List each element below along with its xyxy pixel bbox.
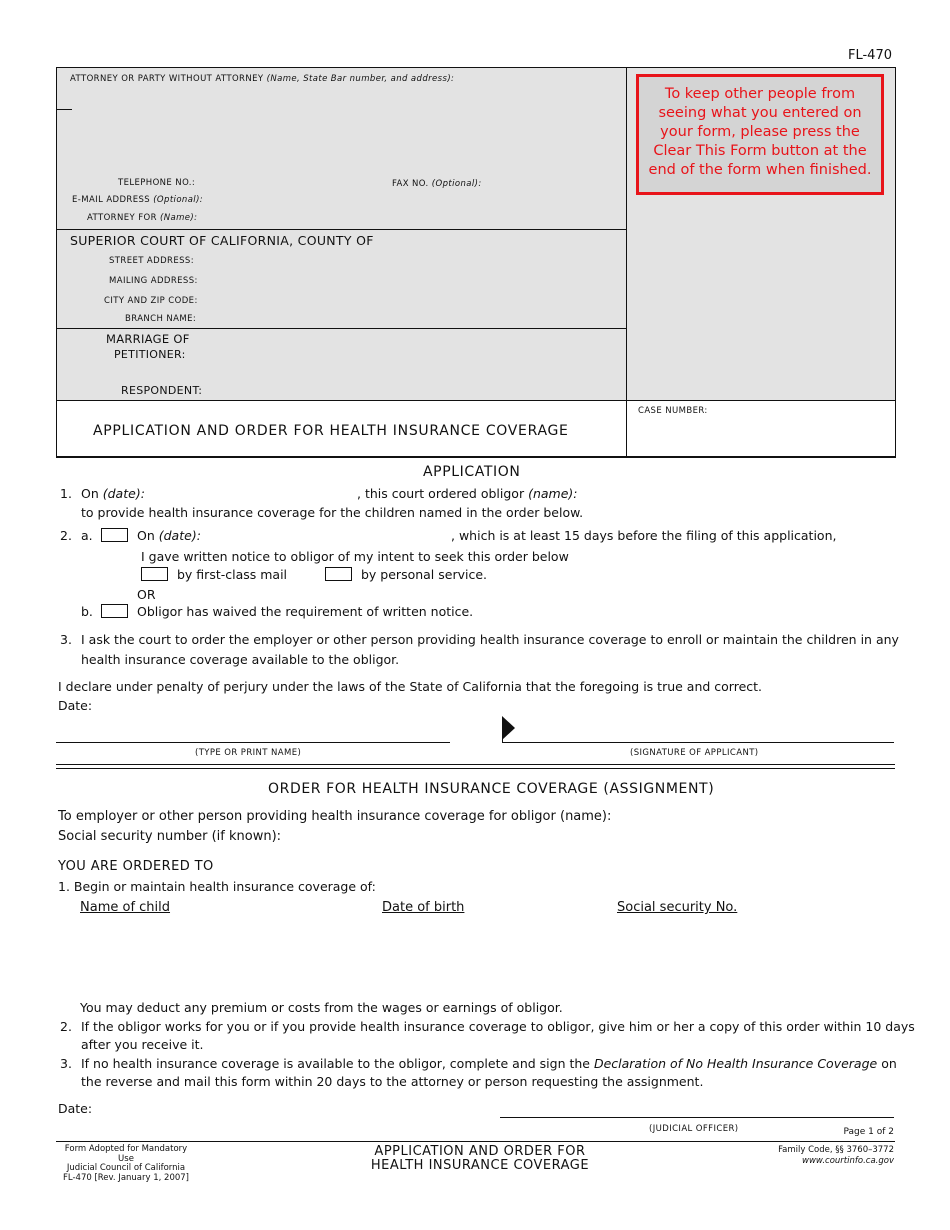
app-item2b-letter: b. [81,604,93,619]
branch-label: BRANCH NAME: [125,314,197,324]
order-item3-num: 3. [60,1056,72,1071]
petitioner-label: PETITIONER: [114,348,186,361]
mailing-input[interactable] [200,274,620,288]
footer-rule [56,1141,895,1142]
notice-date-input[interactable] [205,526,450,542]
form-id: FL-470 [848,48,892,63]
obligor-name-input[interactable] [576,484,888,500]
column-name-of-child: Name of child [80,900,171,915]
app-item2a-tail: , which is at least 15 days before the filing of this application, [451,528,837,543]
footer-title [330,1145,630,1173]
judicial-line [500,1117,894,1118]
or-label: OR [137,587,156,602]
application-heading: APPLICATION [423,464,521,480]
court-title: SUPERIOR COURT OF CALIFORNIA, COUNTY OF [70,233,374,248]
footer-adopted-block [56,1145,196,1183]
app-item3-line2: health insurance coverage available to the obligor. [81,652,400,667]
street-input[interactable] [200,254,620,268]
section-rule-bottom [56,768,895,769]
street-label: STREET ADDRESS: [109,256,194,266]
footer-website[interactable]: www.courtinfo.ca.gov [802,1156,894,1166]
personal-service-label: by personal service. [361,567,488,582]
app-item2b-text: Obligor has waived the requirement of written notice. [137,604,474,619]
app-item2a-letter: a. [81,528,93,543]
attorney-for-input[interactable] [200,211,620,225]
signature-arrow-icon [502,716,516,740]
order-item3-line2: the reverse and mail this form within 20 days to the attorney or person requesting the assignment. [81,1074,704,1089]
order-item2-num: 2. [60,1019,72,1034]
item2a-checkbox[interactable] [101,528,128,542]
city-label: CITY AND ZIP CODE: [104,296,198,306]
employer-line: To employer or other person providing health insurance coverage for obligor (name): [58,809,612,824]
first-class-mail-checkbox[interactable] [141,567,168,581]
judicial-label: (JUDICIAL OFFICER) [649,1124,739,1134]
app-date-input[interactable] [96,696,346,712]
app-item1-num: 1. [60,486,72,501]
type-name-input[interactable] [58,722,448,742]
attorney-input[interactable] [72,86,612,174]
rule-parties-title [56,400,896,401]
petitioner-input[interactable] [200,345,620,361]
app-item2a-on: On (date): [137,528,201,543]
children-names-input[interactable] [80,920,370,996]
order-item3-line1: If no health insurance coverage is available to the obligor, complete and sign the Declaration of No Health Insurance Coverage on [81,1056,897,1071]
privacy-notice-text: To keep other people from seeing what you entered on your form, please press the Clear This Form button at the end of the form when finished. [648,86,872,178]
mailing-label: MAILING ADDRESS: [109,276,198,286]
attorney-for-label: ATTORNEY FOR (Name): [87,213,198,223]
deduct-text: You may deduct any premium or costs from the wages or earnings of obligor. [80,1000,563,1015]
order-date-field[interactable] [96,1099,346,1115]
footer-code: Family Code, §§ 3760–3772 [778,1145,894,1155]
ssn-input[interactable] [290,827,590,843]
telephone-input[interactable] [200,176,380,190]
signature-line [502,742,894,743]
order-date-input[interactable] [150,484,355,500]
type-name-line [56,742,450,743]
respondent-label: RESPONDENT: [121,384,203,397]
marriage-label: MARRIAGE OF [106,332,190,346]
page-number: Page 1 of 2 [843,1127,894,1137]
ordered-to-label: YOU ARE ORDERED TO [58,859,214,874]
app-item2-num: 2. [60,528,72,543]
telephone-label: TELEPHONE NO.: [118,178,196,188]
type-name-label: (TYPE OR PRINT NAME) [195,748,302,758]
email-label: E-MAIL ADDRESS (Optional): [72,195,204,205]
rule-attorney-court [56,229,626,230]
footer-adopted: Form Adopted for Mandatory Use [64,1144,188,1164]
app-item3-line1: I ask the court to order the employer or other person providing health insurance coverage to enroll or maintain the children in any [81,632,899,647]
column-date-of-birth: Date of birth [382,900,465,915]
form-title: APPLICATION AND ORDER FOR HEALTH INSURANCE COVERAGE [93,423,569,439]
city-input[interactable] [200,294,620,308]
order-item2-line2: after you receive it. [81,1037,204,1052]
signature-label: (SIGNATURE OF APPLICANT) [630,748,759,758]
order-item2-line1: If the obligor works for you or if you provide health insurance coverage to obligor, give him or her a copy of this order within 10 days [81,1019,915,1034]
branch-input[interactable] [200,312,620,326]
footer-council: Judicial Council of California [66,1163,186,1173]
order-item1: 1. Begin or maintain health insurance coverage of: [58,879,376,894]
fax-label: FAX NO. (Optional): [392,179,482,189]
personal-service-checkbox[interactable] [325,567,352,581]
app-date-label: Date: [58,698,93,713]
rule-court-parties [56,328,626,329]
declaration-text: I declare under penalty of perjury under the laws of the State of California that the foregoing is true and correct. [58,679,763,694]
item2b-checkbox[interactable] [101,604,128,618]
footer-title-line2: HEALTH INSURANCE COVERAGE [370,1158,590,1173]
county-input[interactable] [402,232,620,248]
app-item1-line2: to provide health insurance coverage for the children named in the order below. [81,505,584,520]
case-number-label: CASE NUMBER: [638,406,708,416]
email-input[interactable] [200,193,620,207]
order-heading: ORDER FOR HEALTH INSURANCE COVERAGE (ASSIGNMENT) [268,781,715,797]
attorney-label: ATTORNEY OR PARTY WITHOUT ATTORNEY (Name, State Bar number, and address): [70,74,455,84]
ssn-line: Social security number (if known): [58,829,282,844]
app-item3-num: 3. [60,632,72,647]
children-dob-input[interactable] [382,920,602,996]
respondent-input[interactable] [200,381,620,397]
signature-tick [502,722,503,743]
caption-bottom-rule [56,456,896,458]
children-ssn-input[interactable] [617,920,887,996]
app-item2a-line2: I gave written notice to obligor of my intent to seek this order below [141,549,569,564]
column-ssn: Social security No. [617,900,738,915]
app-item1-on: On (date): [81,486,145,501]
footer-title-line1: APPLICATION AND ORDER FOR [374,1144,586,1159]
fax-input[interactable] [478,176,618,190]
judicial-officer-signature[interactable] [502,1098,892,1116]
privacy-notice [636,74,884,195]
app-item1-mid: , this court ordered obligor (name): [357,486,578,501]
employer-name-input[interactable] [626,807,888,823]
order-date-label: Date: [58,1101,93,1116]
section-rule-top [56,764,895,765]
footer-legal [778,1145,894,1167]
footer-rev: FL-470 [Rev. January 1, 2007] [63,1172,189,1183]
first-class-mail-label: by first-class mail [177,567,288,582]
attorney-field-tick [56,109,72,110]
case-number-input[interactable] [636,420,888,450]
